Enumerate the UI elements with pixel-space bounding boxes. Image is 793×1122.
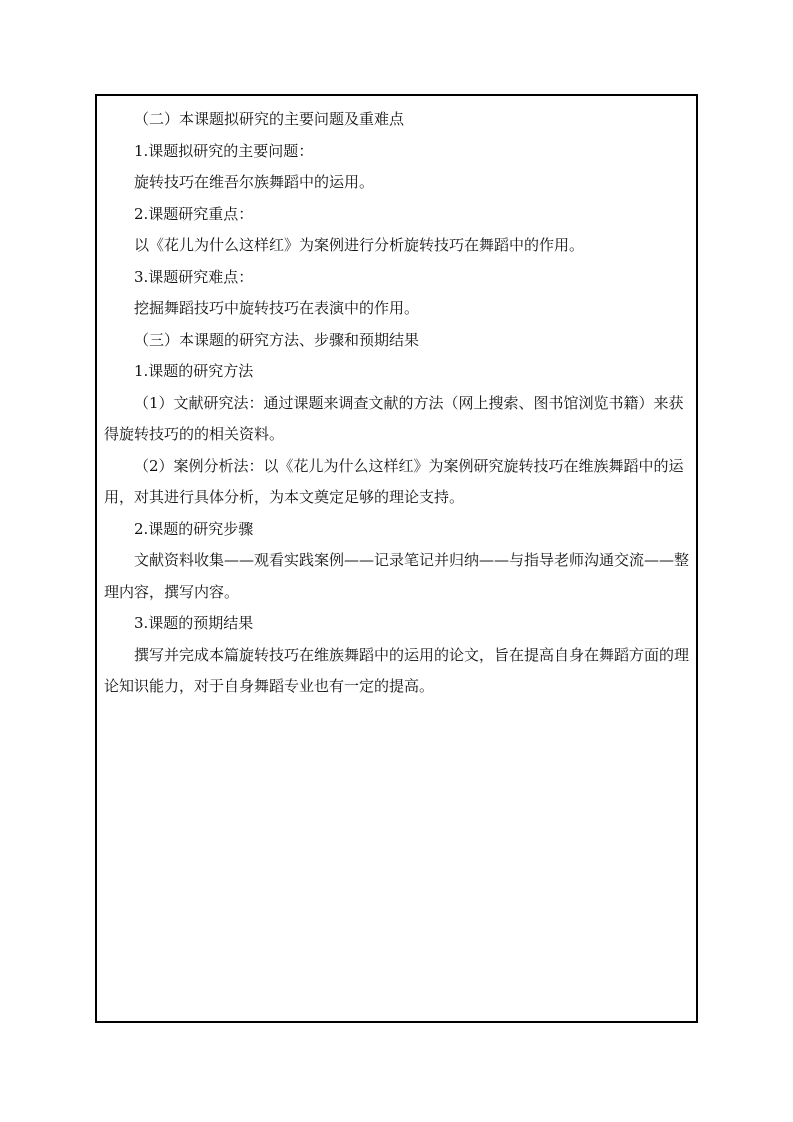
item1-title: 1.课题拟研究的主要问题： (134, 141, 314, 160)
item1-text: 旋转技巧在维吾尔族舞蹈中的运用。 (134, 173, 375, 191)
methods-title: 1.课题的研究方法 (134, 362, 254, 380)
results-text: 撰写并完成本篇旋转技巧在维族舞蹈中的运用的论文，旨在提高自身在舞蹈方面的理论知识能力，对于自身舞蹈专业也有一定的提高。 (104, 645, 690, 695)
steps-title: 2.课题的研究步骤 (134, 519, 254, 538)
item2-text: 以《花儿为什么这样红》为案例进行分析旋转技巧在舞蹈中的作用。 (134, 236, 585, 254)
item2-title: 2.课题研究重点： (134, 204, 254, 223)
results-title: 3.课题的预期结果 (134, 614, 254, 632)
steps-text: 文献资料收集——观看实践案例——记录笔记并归纳——与指导老师沟通交流——整理内容，撰写内容。 (104, 551, 690, 601)
section3-heading: （三）本课题的研究方法、步骤和预期结果 (134, 330, 420, 349)
method-literature: （1）文献研究法：通过课题来调查文献的方法（网上搜索、图书馆浏览书籍）来获得旋转技巧的的相关资料。 (104, 393, 684, 443)
cell-content (104, 104, 692, 703)
method-case-analysis: （2）案例分析法：以《花儿为什么这样红》为案例研究旋转技巧在维族舞蹈中的运用，对其进行具体分析，为本文奠定足够的理论支持。 (104, 456, 684, 506)
section2-heading: （二）本课题拟研究的主要问题及重难点 (134, 110, 405, 128)
item3-title: 3.课题研究难点： (134, 267, 254, 286)
item3-text: 挖掘舞蹈技巧中旋转技巧在表演中的作用。 (134, 299, 420, 317)
